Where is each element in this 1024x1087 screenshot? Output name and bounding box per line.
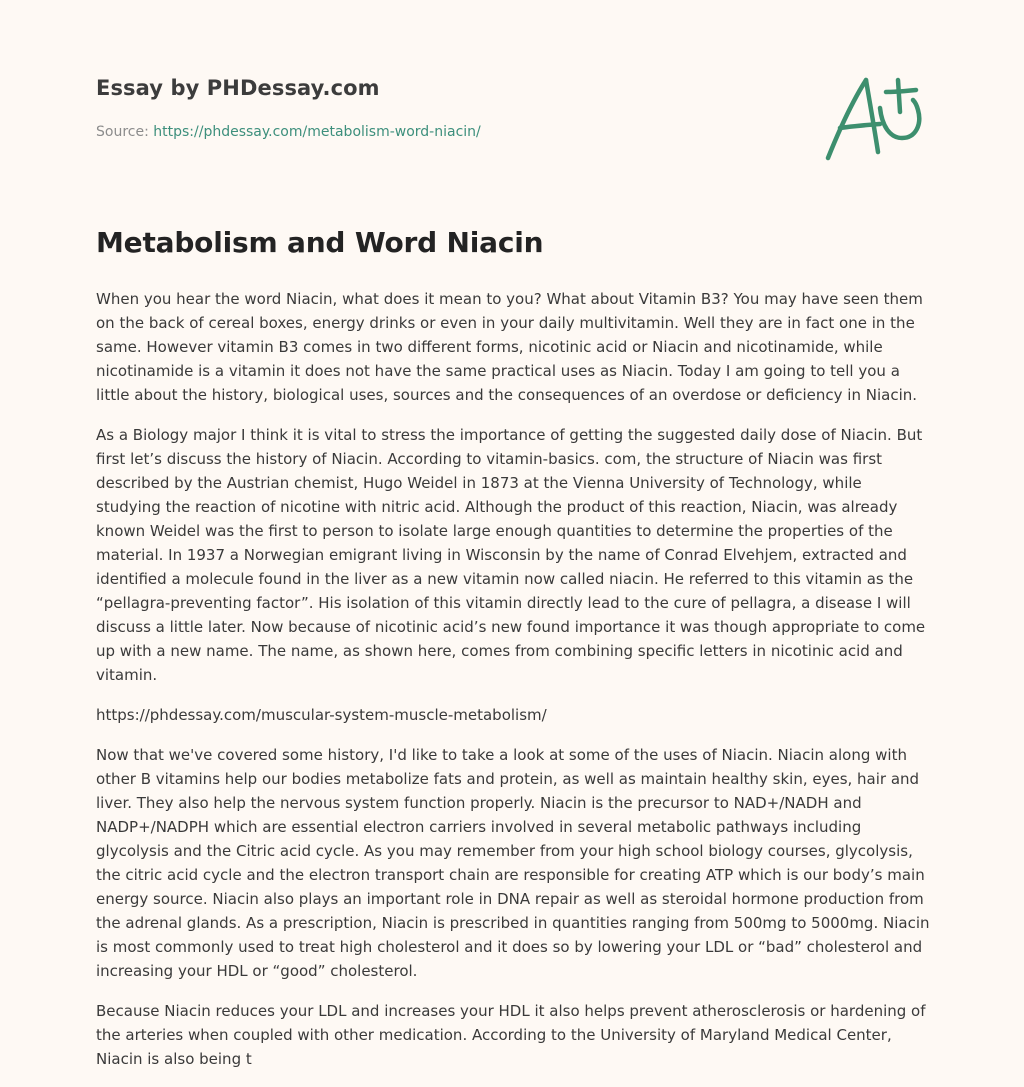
related-link[interactable]: https://phdessay.com/muscular-system-muscle-metabolism/ [96, 706, 547, 724]
paragraph: Now that we've covered some history, I'd like to take a look at some of the uses of Niacin. Niacin along with other B vitamins help our bodies metabolize fats and protein, as well as maintain healthy skin, eyes, hair and liver. They also help the nervous system function properly. Niacin is the precursor to NAD+/NADH and NADP+/NADPH which are essential electron carriers involved in several metabolic pathways including glycolysis and the Citric acid cycle. As you may remember from your high school biology courses, glycolysis, the citric acid cycle and the electron transport chain are responsible for creating ATP which is our body’s main energy source. Niacin also plays an important role in DNA repair as well as steroidal hormone production from the adrenal glands. As a prescription, Niacin is prescribed in quantities ranging from 500mg to 5000mg. Niacin is most commonly used to treat high cholesterol and it does so by lowering your LDL or “bad” cholesterol and increasing your HDL or “good” cholesterol. [96, 746, 930, 980]
article-title: Metabolism and Word Niacin [96, 226, 544, 259]
article-body [96, 287, 930, 1087]
source-line [96, 124, 481, 140]
a-plus-icon [818, 66, 928, 166]
site-brand: Essay by PHDessay.com [96, 76, 380, 100]
paragraph: When you hear the word Niacin, what does it mean to you? What about Vitamin B3? You may have seen them on the back of cereal boxes, energy drinks or even in your daily multivitamin. Well they are in fact one in the same. However vitamin B3 comes in two different forms, nicotinic acid or Niacin and nicotinamide, while nicotinamide is a vitamin it does not have the same practical uses as Niacin. Today I am going to tell you a little about the history, biological uses, sources and the consequences of an overdose or deficiency in Niacin. [96, 290, 923, 404]
paragraph: Because Niacin reduces your LDL and increases your HDL it also helps prevent atherosclerosis or hardening of the arteries when coupled with other medication. According to the University of Maryland Medical Center, Niacin is also being t [96, 1002, 926, 1068]
paragraph: As a Biology major I think it is vital to stress the importance of getting the suggested daily dose of Niacin. But first let’s discuss the history of Niacin. According to vitamin-basics. com, the structure of Niacin was first described by the Austrian chemist, Hugo Weidel in 1873 at the Vienna University of Technology, while studying the reaction of nicotine with nitric acid. Although the product of this reaction, Niacin, was already known Weidel was the first to person to isolate large enough quantities to determine the properties of the material. In 1937 a Norwegian emigrant living in Wisconsin by the name of Conrad Elvehjem, extracted and identified a molecule found in the liver as a new vitamin now called niacin. He referred to this vitamin as the “pellagra-preventing factor”. His isolation of this vitamin directly lead to the cure of pellagra, a disease I will discuss a little later. Now because of nicotinic acid’s new found importance it was though appropriate to come up with a new name. The name, as shown here, comes from combining specific letters in nicotinic acid and vitamin. [96, 426, 926, 684]
source-link[interactable]: https://phdessay.com/metabolism-word-niacin/ [153, 124, 481, 140]
source-label: Source: [96, 124, 154, 140]
